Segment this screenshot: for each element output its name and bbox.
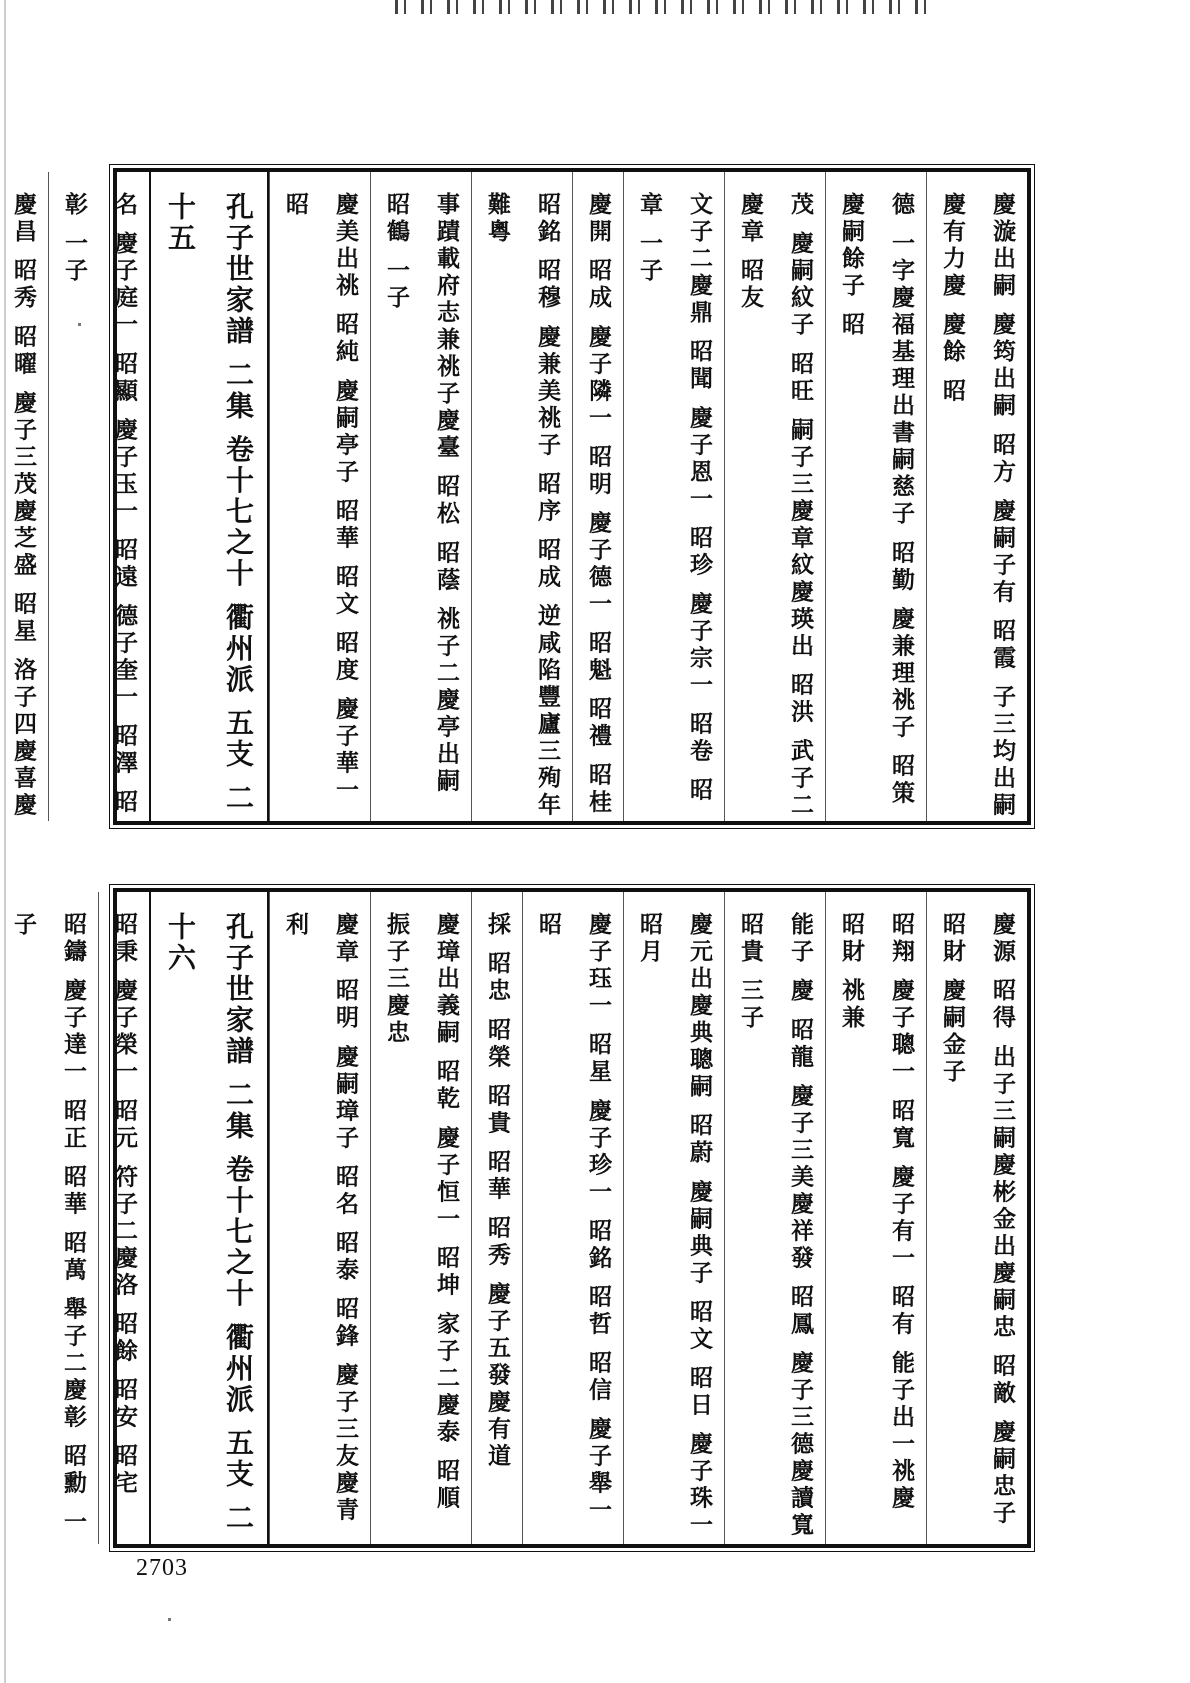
text-column: 慶子珏一 昭星 慶子珍一 昭銘 昭哲 昭信 慶子舉一 昭 [522, 892, 623, 1544]
text-column: 德 一字慶福基理出書嗣慈子 昭勤 慶兼理祧子 昭策 慶嗣餘子 昭 [825, 172, 926, 821]
text-column: 事蹟載府志兼祧子慶臺 昭松 昭蔭 祧子二慶亭出嗣 昭鶴 一子 [370, 172, 471, 821]
column-row-top [10, 172, 1027, 821]
text-column: 慶開 昭成 慶子隣一 昭明 慶子德一 昭魁 昭禮 昭桂 [572, 172, 623, 821]
text-column: 能子 慶 昭龍 慶子三美慶祥發 昭鳳 慶子三德慶讀寬 昭貴 三子 [724, 892, 825, 1544]
scan-speck [168, 1618, 171, 1621]
genealogy-page-bottom [10, 888, 1031, 1548]
text-column: 茂 慶嗣紋子 昭旺 嗣子三慶章紋慶瑛出 昭洪 武子二慶章 昭友 [724, 172, 825, 821]
text-column: 慶章 昭明 慶嗣璋子 昭名 昭泰 昭鋒 慶子三友慶青利 [269, 892, 370, 1544]
page-header-column: 孔子世家譜 二集 卷十七之十 衢州派 五支 二十六 [149, 892, 269, 1544]
text-column: 慶漩出嗣 慶筠出嗣 昭方 慶嗣子有 昭霞 子三均出嗣慶有力慶 慶餘 昭 [926, 172, 1027, 821]
text-column: 慶璋出義嗣 昭乾 慶子恒一 昭坤 家子二慶泰 昭順 振子三慶忠 [370, 892, 471, 1544]
text-column: 文子二慶鼎 昭聞 慶子恩一 昭珍 慶子宗一 昭卷 昭章 一子 [623, 172, 724, 821]
text-column: 慶源 昭得 出子三嗣慶彬金出慶嗣忠 昭敵 慶嗣忠子 昭財 慶嗣金子 [926, 892, 1027, 1544]
text-column: 慶昌 昭秀 昭曜 慶子三茂慶芝盛 昭星 洛子四慶喜慶 [0, 172, 48, 821]
page-header-column: 孔子世家譜 二集 卷十七之十 衢州派 五支 二十五 [149, 172, 269, 821]
text-column: 名 慶子庭一 昭顯 慶子玉一 昭遠 德子奎一 昭澤 昭彰 一子 [48, 172, 149, 821]
text-column: 慶元出慶典聰嗣 昭蔚 慶嗣典子 昭文 昭日 慶子珠一 昭月 [623, 892, 724, 1544]
page-number: 2703 [136, 1555, 188, 1581]
text-column: 昭秉 慶子榮一 昭元 符子二慶洛 昭餘 昭安 昭宅 [98, 892, 149, 1544]
genealogy-page-top [10, 168, 1031, 825]
text-column: 慶美出祧 昭純 慶嗣亭子 昭華 昭文 昭度 慶子華一 昭 [269, 172, 370, 821]
text-column: 採 昭忠 昭榮 昭貴 昭華 昭秀 慶子五發慶有道 [471, 892, 522, 1544]
text-column: 昭鑄 慶子達一 昭正 昭華 昭萬 舉子二慶彰 昭勳 一子 [0, 892, 98, 1544]
text-column: 昭翔 慶子聰一 昭寬 慶子有一 昭有 能子出一祧慶 昭財 祧兼 [825, 892, 926, 1544]
scan-top-artifact [395, 0, 940, 14]
column-row-bottom [10, 892, 1027, 1544]
scan-speck [78, 323, 81, 326]
text-column: 昭銘 昭穆 慶兼美祧子 昭序 昭成 逆咸陷豐廬三殉年難粵 [471, 172, 572, 821]
